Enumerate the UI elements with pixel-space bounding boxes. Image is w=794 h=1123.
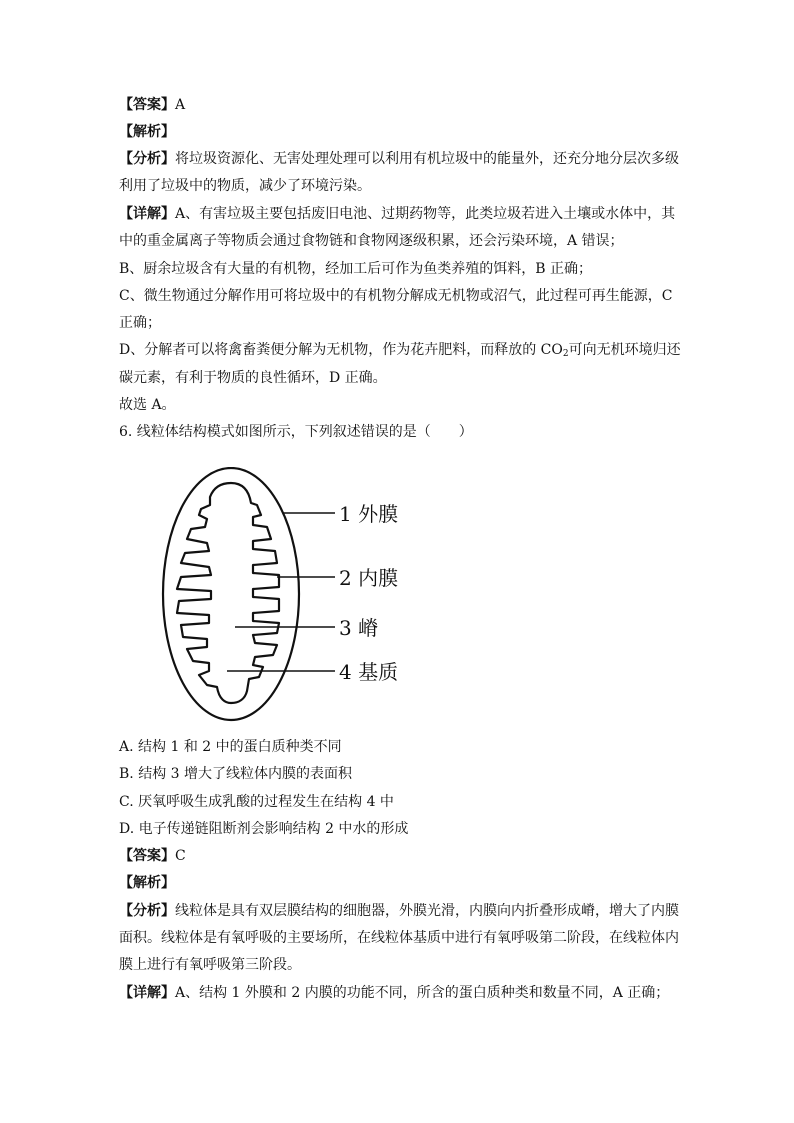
d-text-pre: D、分解者可以将禽畜粪便分解为无机物，作为花卉肥料，而释放的 CO [119, 342, 563, 358]
q5-option-c-explain-1: C、微生物通过分解作用可将垃圾中的有机物分解成无机物或沼气，此过程可再生能源，C [119, 288, 673, 304]
q6-stem: 6. 线粒体结构模式如图所示，下列叙述错误的是（ ） [119, 424, 473, 440]
xiangjie-text: A、结构 1 外膜和 2 内膜的功能不同，所含的蛋白质种类和数量不同，A 正确； [175, 985, 670, 1001]
label-outer-membrane: 1 外膜 [339, 502, 399, 526]
fenxi-text: 线粒体是具有双层膜结构的细胞器，外膜光滑，内膜向内折叠形成嵴，增大了内膜 [175, 903, 679, 919]
label-matrix: 4 基质 [339, 660, 399, 684]
inner-membrane-cristae [177, 483, 279, 703]
answer-value: C [175, 848, 186, 864]
q6-answer-line [119, 846, 186, 866]
q5-fenxi-line-2: 利用了垃圾中的物质，减少了环境污染。 [119, 178, 371, 194]
q5-conclusion: 故选 A。 [119, 397, 176, 413]
q5-option-d-explain-1 [119, 340, 681, 364]
q6-xiangjie-line-1 [119, 983, 669, 1003]
q5-xiangjie-line-2: 中的重金属离子等物质会通过食物链和食物网逐级积累，还会污染环境，A 错误； [119, 233, 624, 249]
q6-option-a: A. 结构 1 和 2 中的蛋白质种类不同 [119, 739, 342, 755]
q5-option-b-explain: B、厨余垃圾含有大量的有机物，经加工后可作为鱼类养殖的饵料，B 正确； [119, 261, 593, 277]
q6-fenxi-line-1 [119, 901, 679, 921]
q5-fenxi-line-1 [119, 149, 679, 169]
answer-tag: 【答案】 [119, 97, 175, 113]
fenxi-text: 将垃圾资源化、无害处理处理可以利用有机垃圾中的能量外，还充分地分层次多级 [175, 151, 679, 167]
q6-option-d: D. 电子传递链阻断剂会影响结构 2 中水的形成 [119, 821, 409, 837]
q5-analysis-tag: 【解析】 [119, 124, 175, 140]
fenxi-tag: 【分析】 [119, 903, 175, 919]
label-crista: 3 嵴 [339, 616, 379, 640]
answer-tag: 【答案】 [119, 848, 175, 864]
label-inner-membrane: 2 内膜 [339, 566, 399, 590]
q6-analysis-tag: 【解析】 [119, 875, 175, 891]
q5-option-c-explain-2: 正确； [119, 315, 161, 331]
fenxi-tag: 【分析】 [119, 151, 175, 167]
xiangjie-tag: 【详解】 [119, 206, 175, 222]
d-text-post: 可向无机环境归还 [568, 342, 681, 358]
q6-option-b: B. 结构 3 增大了线粒体内膜的表面积 [119, 766, 352, 782]
d-text-sub: 2 [562, 349, 569, 359]
answer-value: A [175, 97, 186, 113]
q5-xiangjie-line-1 [119, 204, 675, 224]
outer-membrane [163, 468, 299, 720]
q5-answer-line [119, 95, 185, 115]
q6-option-c: C. 厌氧呼吸生成乳酸的过程发生在结构 4 中 [119, 794, 394, 810]
mitochondrion-diagram [155, 467, 425, 732]
q5-option-d-explain-2: 碳元素，有利于物质的良性循环，D 正确。 [119, 370, 387, 386]
q6-fenxi-line-2: 面积。线粒体是有氧呼吸的主要场所，在线粒体基质中进行有氧呼吸第二阶段，在线粒体内 [119, 930, 679, 946]
q6-fenxi-line-3: 膜上进行有氧呼吸第三阶段。 [119, 957, 301, 973]
mitochondrion-figure [155, 467, 425, 732]
xiangjie-tag: 【详解】 [119, 985, 175, 1001]
xiangjie-text: A、有害垃圾主要包括废旧电池、过期药物等，此类垃圾若进入土壤或水体中，其 [175, 206, 676, 222]
